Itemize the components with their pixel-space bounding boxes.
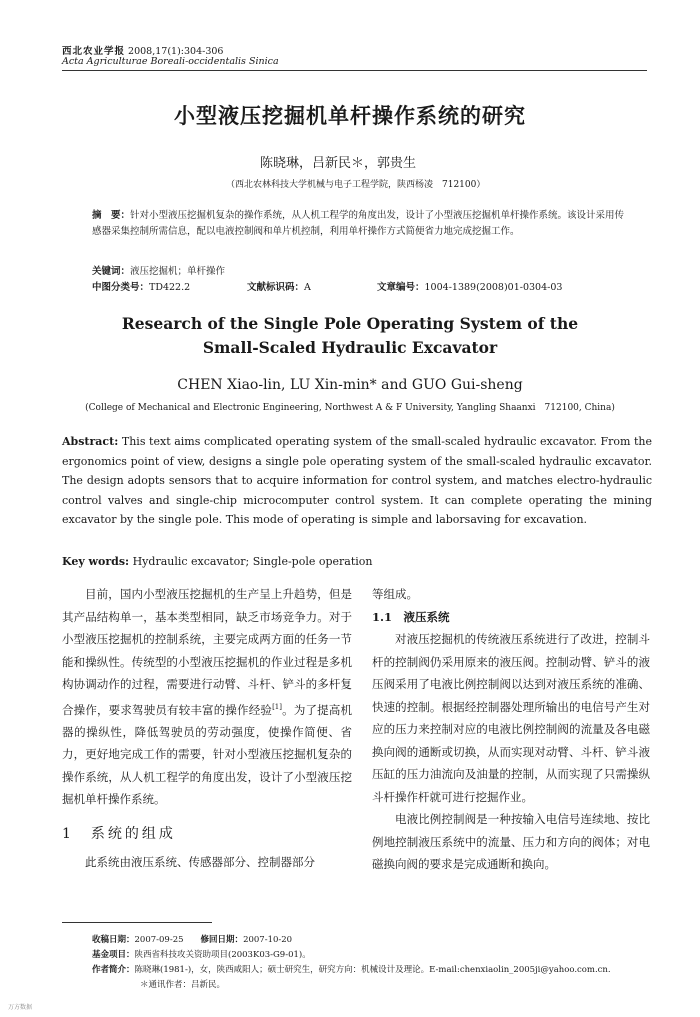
fund-text: 陕西省科技攻关资助项目(2003K03-G9-01)。	[134, 950, 311, 960]
abstract-cn-label: 摘 要：	[92, 210, 131, 221]
keywords-cn-label: 关键词：	[92, 266, 131, 277]
revised-label: 修回日期：	[200, 935, 244, 945]
affiliation-cn: （西北农林科技大学机械与电子工程学院，陕西杨凌 712100）	[226, 180, 486, 190]
article-value: 1004-1389(2008)01-0304-03	[424, 282, 563, 293]
footnote-rule	[62, 922, 212, 923]
footnote-fund	[92, 948, 662, 963]
section-1-paragraph: 此系统由液压系统、传感器部分、控制器部分	[85, 855, 315, 870]
citation-ref: [1]	[272, 702, 282, 711]
keywords-en-text: Hydraulic excavator; Single-pole operation	[132, 555, 373, 568]
keywords-cn	[92, 264, 632, 280]
watermark: 万方数据	[8, 1004, 33, 1011]
keywords-cn-text: 液压挖掘机；单杆操作	[130, 266, 226, 277]
footnote-corresponding: ＊通讯作者：吕新民。	[140, 980, 226, 990]
authors-en: CHEN Xiao-lin, LU Xin-min* and GUO Gui-sheng	[177, 377, 523, 393]
footnotes	[92, 933, 662, 993]
keywords-en	[62, 555, 652, 568]
intro-paragraph	[62, 583, 352, 811]
authors-cn: 陈晓琳，吕新民＊，郭贵生	[260, 156, 417, 171]
received-date: 2007-09-25	[134, 935, 184, 945]
intro-text-b: 。为了提高机器的操纵性，降低驾驶员的劳动强度，使操作简便、省力，更好地完成工作的需要，针对小型液压挖掘机复杂的操作系统，从人机工程学的角度出发，设计了小型液压挖掘机单杆操作系统。	[62, 702, 353, 807]
body-column-right	[372, 583, 650, 876]
clc-number	[92, 280, 190, 296]
title-cn: 小型液压挖掘机单杆操作系统的研究	[174, 103, 526, 128]
intro-text-a: 目前，国内小型液压挖掘机的生产呈上升趋势，但是其产品结构单一，基本类型相同，缺乏市场竞争力。对于小型液压挖掘机的控制系统，主要完成两方面的任务一节能和操纵性。传统型的小型液压挖掘机的作业过程是多机构协调动作的过程，需要进行动臂、斗杆、铲斗的多杆复合操作，要求驾驶员有较丰富的操作经验	[62, 587, 352, 717]
article-number	[377, 280, 562, 296]
revised-date: 2007-10-20	[243, 935, 293, 945]
bio-text: 陈晓琳(1981-)，女，陕西咸阳人；硕士研究生，研究方向：机械设计及理论。E-mail:chenxiaolin_2005ji@yahoo.com.cn.	[134, 965, 611, 975]
fund-label: 基金项目：	[92, 950, 135, 960]
body-column-left	[62, 583, 352, 874]
doc-value: A	[304, 282, 311, 293]
header-rule	[62, 70, 647, 71]
footnote-bio	[92, 963, 662, 978]
title-en-line1: Research of the Single Pole Operating System of the	[121, 314, 579, 333]
journal-issue: 2008,17(1):304-306	[128, 46, 224, 57]
clc-label: 中图分类号：	[92, 282, 150, 293]
subsection-1-1-heading: 1.1 液压系统	[372, 609, 450, 624]
abstract-en-text: This text aims complicated operating system of the small-scaled hydraulic excavator. From the ergonomics point of view, designs a single pole operating system of the small-scaled hydraulic excavator. The design adopts sensors that to acquire information for control system, and matches electro-hydraulic control valves and single-chip microcomputer control system. It can complete operating the mining excavator by the single pole. This mode of operating is simple and laborsaving for excavation.	[62, 435, 652, 526]
affiliation-en: (College of Mechanical and Electronic Engineering, Northwest A & F University, Yangling Shaanxi 712100, China)	[85, 403, 615, 413]
abstract-en-label: Abstract:	[62, 435, 119, 448]
abstract-cn	[92, 208, 632, 240]
keywords-en-label: Key words:	[62, 555, 130, 568]
abstract-en	[62, 432, 652, 530]
title-en-line2: Small-Scaled Hydraulic Excavator	[202, 338, 498, 357]
footnote-dates	[92, 933, 662, 948]
document-code	[247, 280, 311, 296]
abstract-cn-text: 针对小型液压挖掘机复杂的操作系统，从人机工程学的角度出发，设计了小型液压挖掘机单杆操作系统。该设计采用传感器采集控制所需信息，配以电液控制阀和单片机控制，利用单杆操作方式简便省力地完成挖掘工作。	[92, 210, 625, 237]
doc-label: 文献标识码：	[247, 282, 305, 293]
title-en	[0, 312, 700, 360]
journal-header-line1	[62, 43, 223, 57]
clc-value: TD422.2	[149, 282, 191, 293]
journal-name-cn: 西北农业学报	[62, 46, 126, 57]
received-label: 收稿日期：	[92, 935, 135, 945]
section-1-heading: 1 系统的组成	[62, 825, 176, 842]
bio-label: 作者简介：	[92, 965, 135, 975]
journal-name-en: Acta Agriculturae Boreali-occidentalis Sinica	[62, 56, 279, 67]
proportional-valve-paragraph: 电液比例控制阀是一种按输入电信号连续地、按比例地控制液压系统中的流量、压力和方向的阀体；对电磁换向阀的要求是完成通断和换向。	[372, 812, 650, 871]
article-label: 文章编号：	[377, 282, 425, 293]
hydraulic-system-paragraph: 对液压挖掘机的传统液压系统进行了改进，控制斗杆的控制阀仍采用原来的液压阀。控制动臂、铲斗的液压阀采用了电液比例控制阀以达到对液压系统的准确、快速的控制。根据经控制器处理所输出的电信号产生对应的压力来控制对应的电液比例控制阀的流量及各电磁换向阀的通断或切换，从而实现对动臂、斗杆、铲斗液压缸的压力油流向及油量的控制，从而实现了只需操纵斗杆操作杆就可进行挖掘作业。	[372, 632, 650, 804]
continuation-text: 等组成。	[372, 587, 418, 601]
